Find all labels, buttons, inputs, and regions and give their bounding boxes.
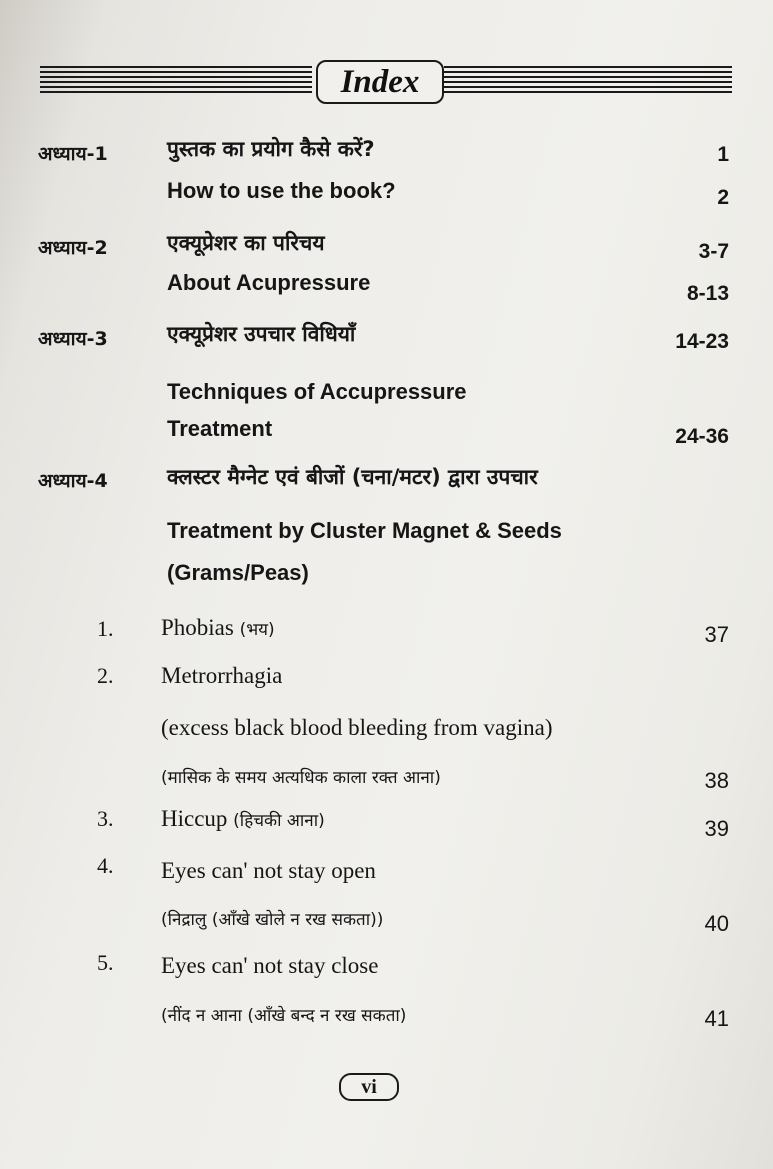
page-title: Index (340, 63, 420, 100)
item-hindi: (नींद न आना (आँखे बन्द न रख सकता) (161, 1006, 407, 1026)
decorative-rules-right (444, 66, 732, 96)
page-number: 2 (717, 186, 729, 209)
page-number: 14-23 (675, 330, 729, 353)
chapter-title-hindi: एक्यूप्रेशर उपचार विधियाँ (167, 322, 356, 346)
item-hindi: (निद्रालु (आँखे खोले न रख सकता)) (161, 910, 384, 930)
item-title: Metrorrhagia (161, 663, 283, 688)
item-number: 3. (97, 806, 114, 831)
item-hindi: (हिचकी आना) (233, 811, 325, 831)
chapter-title-english: How to use the book? (167, 178, 396, 203)
chapter-label: अध्याय-1 (38, 143, 108, 165)
chapter-label: अध्याय-4 (38, 470, 108, 492)
page-number: 38 (704, 768, 729, 793)
page-number: 40 (704, 911, 729, 936)
page-number: 1 (717, 143, 729, 166)
page-number: 8-13 (686, 282, 729, 305)
chapter-label: अध्याय-3 (38, 328, 108, 350)
item-title: Eyes can' not stay close (161, 953, 379, 978)
item-number: 2. (97, 663, 114, 688)
chapter-title-english-line1: Techniques of Accupressure (167, 379, 467, 404)
footer-page-number: vi (361, 1076, 377, 1098)
page-number: 41 (704, 1006, 729, 1031)
item-hindi: (मासिक के समय अत्यधिक काला रक्त आना) (161, 768, 441, 788)
index-banner (40, 60, 732, 104)
item-title: Eyes can' not stay open (161, 858, 376, 883)
footer-page-number-box (339, 1073, 399, 1101)
index-title-box (316, 60, 444, 104)
page-number: 3-7 (698, 240, 729, 263)
item-hindi: (भय) (239, 620, 275, 640)
item-number: 4. (97, 853, 114, 878)
chapter-title-english: About Acupressure (167, 270, 371, 295)
chapter-title-english-line1: Treatment by Cluster Magnet & Seeds (167, 518, 562, 543)
decorative-rules-left (40, 66, 312, 96)
chapter-title-hindi: क्लस्टर मैग्नेट एवं बीजों (चना/मटर) द्वारा उपचार (167, 465, 538, 489)
chapter-title-hindi: पुस्तक का प्रयोग कैसे करें? (167, 137, 375, 161)
item-subtitle: (excess black blood bleeding from vagina) (161, 715, 553, 740)
chapter-title-english-line2: (Grams/Peas) (167, 560, 309, 585)
page-number: 24-36 (675, 425, 729, 448)
chapter-label: अध्याय-2 (38, 237, 108, 259)
page-number: 37 (704, 622, 729, 647)
item-title: Hiccup (हिचकी आना) (161, 806, 325, 831)
page-number: 39 (704, 816, 729, 841)
chapter-title-hindi: एक्यूप्रेशर का परिचय (167, 231, 325, 255)
item-title: Phobias (भय) (161, 615, 275, 640)
chapter-title-english-line2: Treatment (167, 416, 273, 441)
item-number: 5. (97, 950, 114, 975)
item-number: 1. (97, 616, 114, 641)
